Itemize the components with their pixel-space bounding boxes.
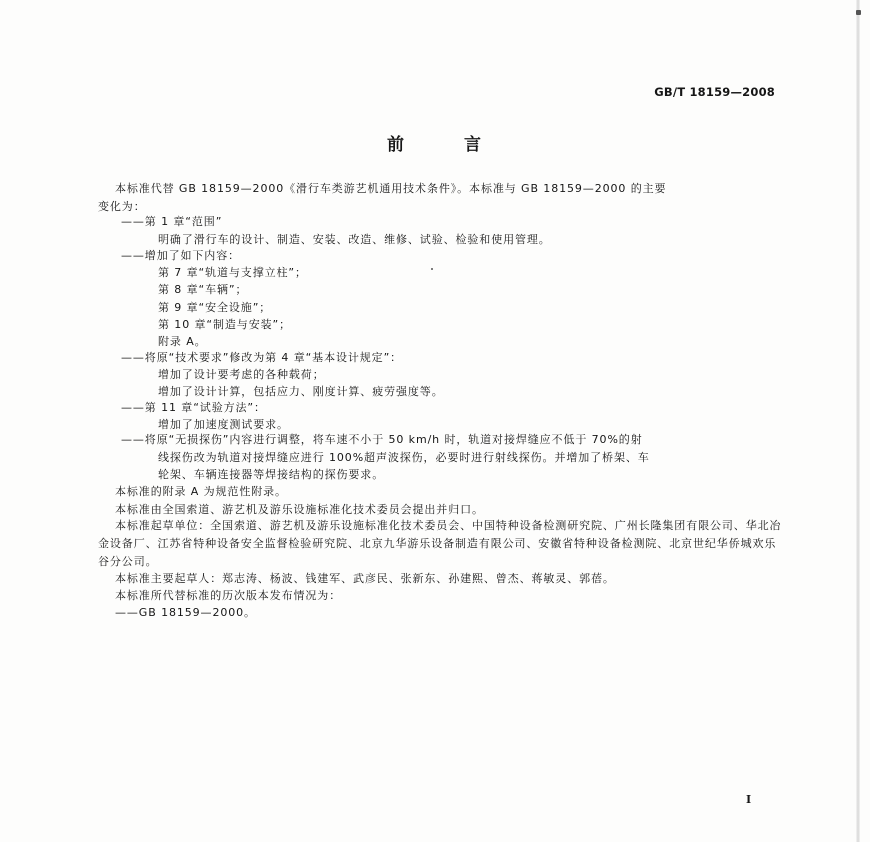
drafters: 本标准主要起草人：郑志涛、杨波、钱建军、武彦民、张新东、孙建熙、曾杰、蒋敏灵、郭蓓。 bbox=[115, 572, 615, 585]
added-item: 附录 A。 bbox=[158, 335, 207, 348]
intro-line-2: 变化为： bbox=[98, 200, 146, 213]
added-heading: ——增加了如下内容： bbox=[121, 249, 240, 262]
page-number: I bbox=[746, 793, 752, 806]
history-heading: 本标准所代替标准的历次版本发布情况为： bbox=[115, 589, 342, 602]
chapter-1-detail: 明确了滑行车的设计、制造、安装、改造、维修、试验、检验和使用管理。 bbox=[158, 233, 551, 246]
ndt-line-1: ——将原“无损探伤”内容进行调整，将车速不小于 50 km/h 时，轨道对接焊缝应不低于 70%的射 bbox=[121, 433, 643, 446]
scan-speck bbox=[856, 10, 861, 15]
drafting-units: 本标准起草单位：全国索道、游艺机及游乐设施标准化技术委员会、中国特种设备检测研究院、广州长隆集团有限公司、华北冶金设备厂、江苏省特种设备安全监督检验研究院、北京九华游乐设备制造有限公司、安徽省特种设备检测院、北京世纪华侨城欢乐谷分公司。 bbox=[98, 519, 782, 568]
standard-code: GB/T 18159—2008 bbox=[654, 85, 775, 99]
added-item: 第 9 章“安全设施”； bbox=[158, 301, 272, 314]
ndt-line-2: 线探伤改为轨道对接焊缝应进行 100%超声波探伤，必要时进行射线探伤。并增加了桥架、车 bbox=[158, 451, 650, 464]
appendix-note: 本标准的附录 A 为规范性附录。 bbox=[115, 485, 287, 498]
proposer-note: 本标准由全国索道、游艺机及游乐设施标准化技术委员会提出并归口。 bbox=[115, 503, 484, 516]
added-item: 第 10 章“制造与安装”； bbox=[158, 318, 291, 331]
intro-line-1: 本标准代替 GB 18159—2000《滑行车类游艺机通用技术条件》。本标准与 GB 18159—2000 的主要 bbox=[115, 182, 667, 195]
chapter-1-heading: ——第 1 章“范围” bbox=[121, 215, 223, 228]
tech-requirements-item: 增加了设计计算，包括应力、刚度计算、疲劳强度等。 bbox=[158, 385, 444, 398]
history-item: ——GB 18159—2000。 bbox=[115, 606, 256, 619]
tech-requirements-heading: ——将原“技术要求”修改为第 4 章“基本设计规定”： bbox=[121, 351, 403, 364]
added-item: 第 8 章“车辆”； bbox=[158, 283, 248, 296]
scan-edge bbox=[856, 0, 860, 842]
chapter-11-heading: ——第 11 章“试验方法”： bbox=[121, 401, 266, 414]
added-item: 第 7 章“轨道与支撑立柱”； bbox=[158, 266, 307, 279]
chapter-11-detail: 增加了加速度测试要求。 bbox=[158, 418, 289, 431]
scan-speck bbox=[431, 268, 433, 270]
title-char-1: 前 bbox=[387, 135, 406, 155]
page-title bbox=[0, 130, 870, 155]
title-char-2: 言 bbox=[464, 135, 483, 155]
tech-requirements-item: 增加了设计要考虑的各种载荷； bbox=[158, 368, 325, 381]
ndt-line-3: 轮架、车辆连接器等焊接结构的探伤要求。 bbox=[158, 468, 385, 481]
